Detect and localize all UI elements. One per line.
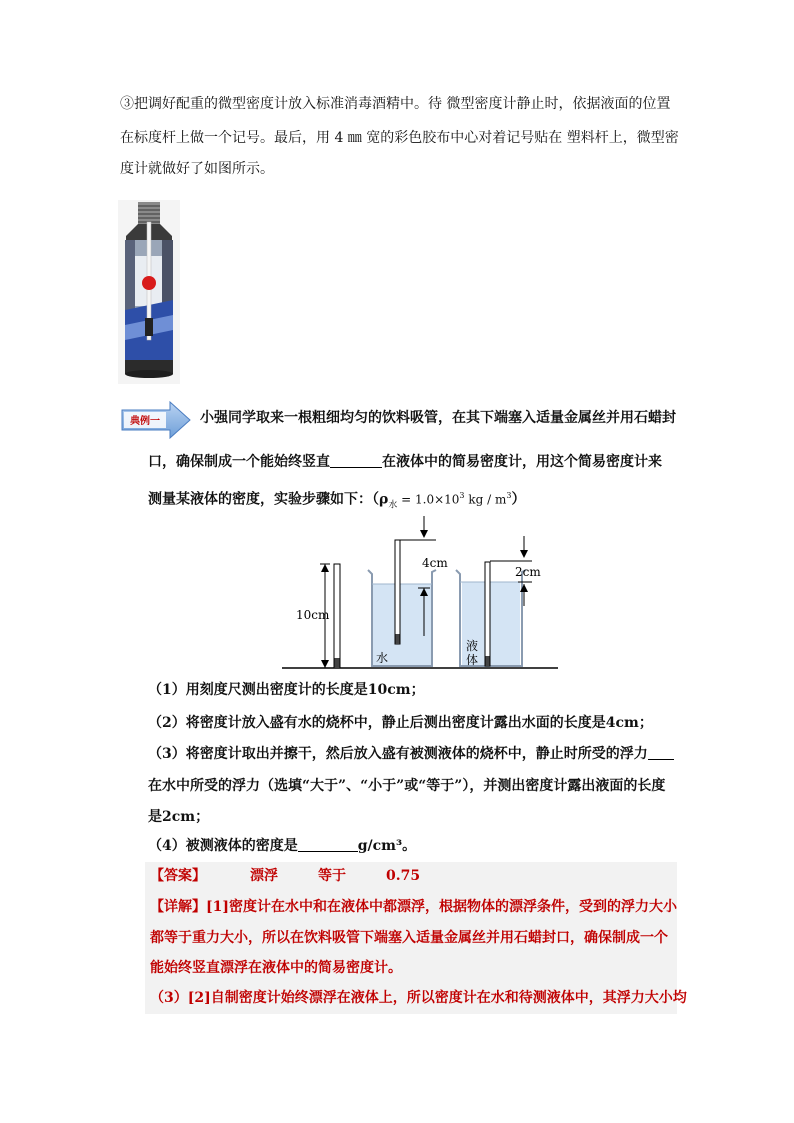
label-liquid-2: 体 bbox=[466, 653, 479, 667]
step-3-line-3-a: 是 bbox=[148, 809, 162, 825]
answer-3: 0.75 bbox=[386, 868, 421, 884]
step-1-text: （1）用刻度尺测出密度计的长度是 bbox=[148, 682, 368, 698]
answer-label: 【答案】 bbox=[150, 868, 206, 884]
blank-1 bbox=[330, 451, 382, 468]
blank-2 bbox=[648, 743, 674, 760]
example-tag-label: 典例一 bbox=[130, 416, 160, 427]
example-line-1: 小强同学取来一根粗细均匀的饮料吸管，在其下端塞入适量金属丝并用石蜡封 bbox=[200, 410, 676, 426]
densimeter-in-water bbox=[395, 540, 400, 644]
example-line-2 bbox=[148, 448, 662, 476]
densimeter-photo bbox=[118, 200, 180, 384]
intro-line-3: 度计就做好了如图所示。 bbox=[120, 161, 274, 177]
step-1 bbox=[148, 676, 425, 704]
step-2-value: 4cm bbox=[605, 715, 639, 731]
step-3-value: 2cm bbox=[162, 809, 196, 825]
detail-line-4: （3）[2]自制密度计始终漂浮在液体上，所以密度计在水和待测液体中，其浮力大小均 bbox=[150, 990, 687, 1006]
detail-line-2: 都等于重力大小，所以在饮料吸管下端塞入适量金属丝并用石蜡封口，确保制成一个 bbox=[150, 930, 668, 946]
step-4 bbox=[148, 832, 416, 860]
experiment-figure bbox=[280, 512, 560, 674]
intro-line-2: 在标度杆上做一个记号。最后，用 4 ㎜ 宽的彩色胶布中心对着记号贴在 塑料杆上，微型密 bbox=[120, 130, 679, 146]
blank-3 bbox=[298, 835, 358, 852]
example-line-2-b: 在液体中的简易密度计，用这个简易密度计来 bbox=[382, 454, 662, 470]
step-3-end: ； bbox=[195, 809, 210, 825]
example-tag bbox=[120, 400, 192, 440]
step-3-line-2: 在水中所受的浮力（选填“大于”、“小于”或“等于”），并测出密度计露出液面的长度 bbox=[148, 778, 666, 794]
step-1-end: ； bbox=[410, 682, 425, 698]
step-2 bbox=[148, 709, 653, 737]
example-line-2-a: 口，确保制成一个能始终竖直 bbox=[148, 454, 330, 470]
answer-line bbox=[150, 862, 420, 890]
exponent-2: 3 bbox=[506, 491, 512, 500]
example-line-3-c: kg / m bbox=[464, 492, 507, 507]
step-3-text: （3）将密度计取出并擦干，然后放入盛有被测液体的烧杯中，静止时所受的浮力 bbox=[148, 746, 648, 762]
step-2-end: ； bbox=[638, 715, 653, 731]
step-3-line-1 bbox=[148, 740, 674, 768]
step-4-text: （4）被测液体的密度是 bbox=[148, 838, 298, 854]
densimeter-standalone bbox=[334, 564, 340, 668]
detail-line-3: 能始终竖直漂浮在液体中的简易密度计。 bbox=[150, 960, 402, 976]
step-1-value: 10cm bbox=[367, 682, 411, 698]
example-line-3-a: 测量某液体的密度，实验步骤如下：（ρ bbox=[148, 491, 389, 508]
label-2cm: 2cm bbox=[515, 565, 541, 579]
step-4-end: 。 bbox=[402, 838, 417, 854]
answer-2: 等于 bbox=[318, 868, 346, 884]
densimeter-in-liquid bbox=[485, 562, 490, 666]
step-4-unit: g/cm³ bbox=[357, 838, 403, 854]
step-3-line-3 bbox=[148, 803, 209, 831]
answer-1: 漂浮 bbox=[250, 868, 278, 884]
example-line-3-b: = 1.0×10 bbox=[397, 492, 460, 507]
label-liquid-1: 液 bbox=[466, 639, 479, 653]
label-4cm: 4cm bbox=[422, 556, 448, 570]
label-water: 水 bbox=[376, 651, 389, 665]
example-line-3-d: ） bbox=[511, 491, 526, 508]
detail-line-1: 【详解】[1]密度计在水中和在液体中都漂浮，根据物体的漂浮条件，受到的浮力大小 bbox=[150, 899, 677, 915]
rho-subscript: 水 bbox=[388, 500, 398, 511]
step-2-text: （2）将密度计放入盛有水的烧杯中，静止后测出密度计露出水面的长度是 bbox=[148, 715, 606, 731]
label-10cm: 10cm bbox=[296, 608, 330, 622]
intro-line-1: ③把调好配重的微型密度计放入标准消毒酒精中。待 微型密度计静止时，依据液面的位置 bbox=[120, 96, 671, 112]
exponent-1: 3 bbox=[459, 491, 465, 500]
